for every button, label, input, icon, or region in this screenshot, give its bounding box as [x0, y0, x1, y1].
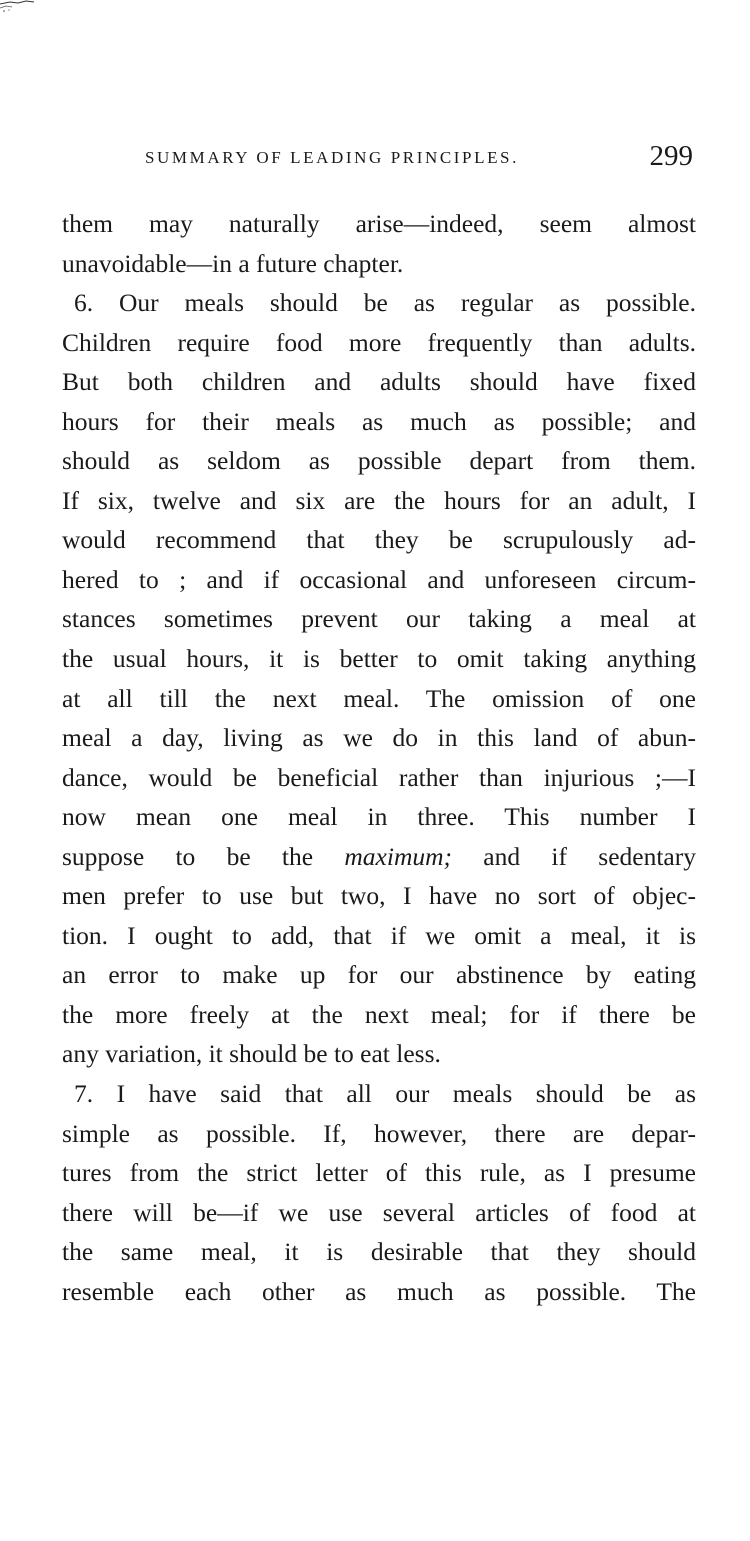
- text-line: [62, 837, 696, 877]
- text-line: the usual hours, it is better to omit taking anything: [62, 644, 696, 674]
- text-line: Children require food more frequently than adults.: [62, 327, 696, 357]
- text-line: the same meal, it is desirable that they should: [62, 1237, 696, 1267]
- text-line: If six, twelve and six are the hours for an adult, I: [62, 485, 696, 515]
- text-line: 7. I have said that all our meals should be as: [74, 1079, 696, 1109]
- text-line: there will be—if we use several articles of food at: [62, 1197, 696, 1227]
- body-text: [62, 204, 696, 1311]
- text-line: simple as possible. If, however, there are depar-: [62, 1118, 696, 1148]
- page-number: 299: [649, 140, 693, 172]
- text-line: now mean one meal in three. This number I: [62, 802, 696, 832]
- text-line: resemble each other as much as possible. The: [62, 1276, 696, 1306]
- text-line: hours for their meals as much as possible; and: [62, 406, 696, 436]
- text-line: men prefer to use but two, I have no sort of objec-: [62, 881, 696, 911]
- text-line: the more freely at the next meal; for if there be: [62, 999, 696, 1029]
- text-line: dance, would be beneficial rather than injurious ;—I: [62, 762, 696, 792]
- text-line: any variation, it should be to eat less.: [62, 1039, 441, 1069]
- text-line: tion. I ought to add, that if we omit a meal, it is: [62, 920, 696, 950]
- text-line: stances sometimes prevent our taking a meal at: [62, 604, 696, 634]
- running-head-title: SUMMARY OF LEADING PRINCIPLES.: [145, 148, 519, 167]
- text-line: unavoidable—in a future chapter.: [62, 248, 404, 278]
- running-head: [145, 140, 693, 180]
- text-segment: suppose to be the: [62, 841, 345, 871]
- text-line: an error to make up for our abstinence by eating: [62, 960, 696, 990]
- text-segment: and if sedentary: [452, 841, 696, 871]
- text-line: them may naturally arise—indeed, seem almost: [62, 209, 696, 238]
- text-line: should as seldom as possible depart from them.: [62, 446, 696, 476]
- corner-ink-mark: [0, 0, 40, 14]
- text-line: at all till the next meal. The omission of one: [62, 683, 696, 713]
- text-line: hered to ; and if occasional and unforeseen circum-: [62, 564, 696, 594]
- italic-term: maximum;: [344, 841, 453, 871]
- text-line: But both children and adults should have fixed: [62, 367, 696, 397]
- text-line: meal a day, living as we do in this land of abun-: [62, 723, 696, 753]
- text-line: 6. Our meals should be as regular as possible.: [74, 288, 696, 318]
- text-line: would recommend that they be scrupulously ad-: [62, 525, 696, 555]
- text-line: tures from the strict letter of this rule, as I presume: [62, 1158, 696, 1188]
